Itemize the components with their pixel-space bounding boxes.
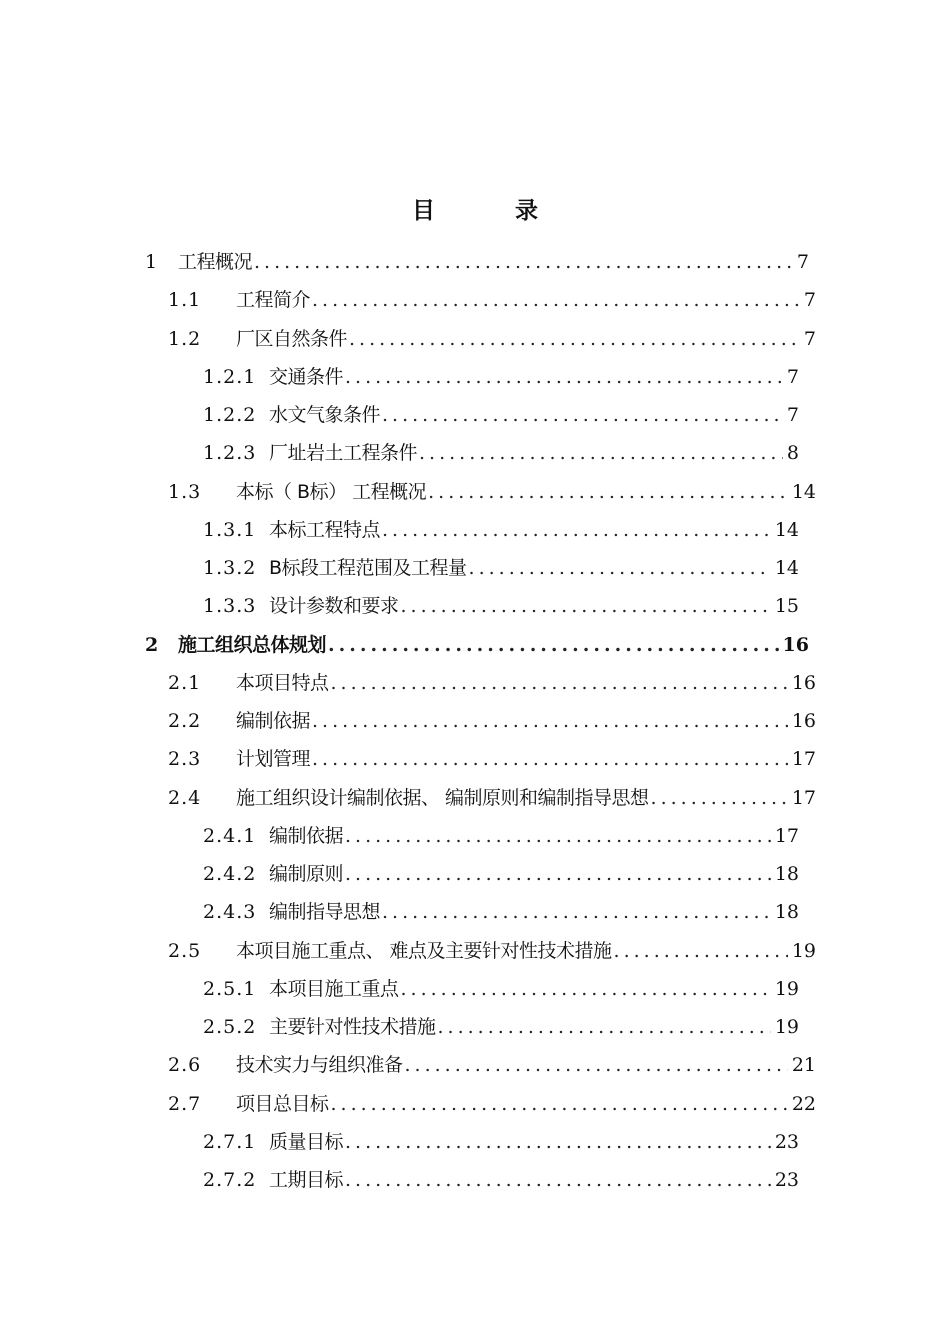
toc-entry[interactable] <box>168 1050 816 1080</box>
toc-entry[interactable] <box>145 247 809 277</box>
toc-entry-page: 15 <box>774 595 799 618</box>
toc-entry-title: 本标（ B标） 工程概况 <box>236 480 427 503</box>
toc-entry-number: 1 <box>145 251 159 273</box>
toc-entry-number: 1.3.1 <box>203 518 257 541</box>
toc-entry-title: 厂址岩土工程条件 <box>269 442 418 465</box>
toc-entry-page: 17 <box>774 824 799 847</box>
toc-entry[interactable] <box>203 362 799 392</box>
toc-entry-title: 本项目特点 <box>236 671 329 694</box>
toc-entry-number: 2.6 <box>168 1054 202 1077</box>
toc-entry-page: 21 <box>791 1054 816 1077</box>
toc-entry-page: 7 <box>803 289 816 312</box>
toc-entry-number: 2.2 <box>168 710 202 732</box>
toc-leader-dots <box>254 247 793 277</box>
toc-entry-page: 23 <box>774 1130 799 1153</box>
toc-entry-title: 水文气象条件 <box>269 404 381 426</box>
toc-entry[interactable] <box>203 897 799 927</box>
toc-leader-dots <box>345 1165 771 1195</box>
toc-entry-number: 2.3 <box>168 748 202 771</box>
toc-entry-title: 设计参数和要求 <box>269 595 399 618</box>
toc-entry-title: 厂区自然条件 <box>236 327 348 350</box>
toc-leader-dots <box>345 1127 771 1157</box>
toc-entry[interactable] <box>203 1165 799 1195</box>
toc-entry[interactable] <box>168 285 816 315</box>
toc-entry-title: 工期目标 <box>269 1169 344 1191</box>
toc-entry[interactable] <box>203 553 799 583</box>
toc-entry[interactable] <box>203 591 799 621</box>
toc-entry[interactable] <box>168 936 816 966</box>
toc-entry-title: 编制依据 <box>269 824 344 847</box>
toc-entry[interactable] <box>203 1012 799 1042</box>
toc-entry-number: 2.4.1 <box>203 824 257 847</box>
toc-entry-title: B标段工程范围及工程量 <box>269 557 467 579</box>
toc-entry-page: 16 <box>782 633 809 656</box>
toc-entry-page: 14 <box>774 557 799 579</box>
toc-entry-page: 23 <box>774 1169 799 1191</box>
toc-entry-number: 2.5.2 <box>203 1016 257 1038</box>
toc-leader-dots <box>345 362 783 392</box>
toc-entry-title: 交通条件 <box>269 365 344 388</box>
toc-entry-page: 14 <box>791 480 816 503</box>
toc-leader-dots <box>345 821 771 851</box>
toc-entry-page: 16 <box>791 710 816 732</box>
toc-entry-number: 1.1 <box>168 289 202 312</box>
toc-entry-page: 18 <box>774 901 799 924</box>
toc-leader-dots <box>331 1089 788 1119</box>
toc-entry[interactable] <box>168 1089 816 1119</box>
toc-entry[interactable] <box>203 974 799 1004</box>
toc-leader-dots <box>405 1050 788 1080</box>
toc-leader-dots <box>382 515 771 545</box>
toc-entry-title: 主要针对性技术措施 <box>269 1016 436 1038</box>
toc-leader-dots <box>328 630 779 660</box>
toc-entry-number: 1.2.3 <box>203 442 257 465</box>
toc-entry-title: 工程概况 <box>178 251 253 273</box>
toc-leader-dots <box>428 477 788 507</box>
toc-entry-number: 2.4.3 <box>203 901 257 924</box>
toc-entry-number: 1.3 <box>168 480 202 503</box>
toc-entry-title: 编制依据 <box>236 710 311 732</box>
toc-entry-number: 2.1 <box>168 671 202 694</box>
toc-entry-number: 1.2.1 <box>203 365 257 388</box>
toc-entry-page: 7 <box>796 251 809 273</box>
toc-leader-dots <box>438 1012 771 1042</box>
toc-entry-page: 16 <box>791 671 816 694</box>
toc-leader-dots <box>312 744 788 774</box>
toc-entry[interactable] <box>168 744 816 774</box>
toc-entry-page: 14 <box>774 518 799 541</box>
toc-leader-dots <box>401 591 771 621</box>
toc-entry[interactable] <box>168 706 816 736</box>
toc-entry-number: 2.7.1 <box>203 1130 257 1153</box>
toc-leader-dots <box>401 974 771 1004</box>
toc-leader-dots <box>382 400 783 430</box>
toc-entry[interactable] <box>168 783 816 813</box>
toc-leader-dots <box>349 324 800 354</box>
toc-entry-page: 19 <box>774 1016 799 1038</box>
toc-entry-page: 22 <box>791 1092 816 1115</box>
toc-entry-number: 1.3.2 <box>203 557 257 579</box>
toc-leader-dots <box>469 553 771 583</box>
toc-entry[interactable] <box>145 630 809 660</box>
toc-entry-page: 19 <box>791 939 816 962</box>
toc-entry[interactable] <box>203 438 799 468</box>
toc-entry-number: 2.5.1 <box>203 977 257 1000</box>
toc-entry[interactable] <box>203 515 799 545</box>
toc-entry-page: 17 <box>791 786 816 809</box>
page-title: 目 录 <box>411 198 574 224</box>
toc-entry-page: 8 <box>786 442 799 465</box>
toc-entry-number: 1.3.3 <box>203 595 257 618</box>
toc-entry[interactable] <box>203 400 799 430</box>
toc-entry-number: 1.2.2 <box>203 404 257 426</box>
toc-entry[interactable] <box>203 821 799 851</box>
toc-entry[interactable] <box>203 859 799 889</box>
toc-entry-number: 2.4.2 <box>203 863 257 885</box>
toc-entry-number: 2.4 <box>168 786 202 809</box>
toc-entry-number: 1.2 <box>168 327 202 350</box>
toc-entry-number: 2.7.2 <box>203 1169 257 1191</box>
toc-entry[interactable] <box>168 668 816 698</box>
toc-entry-page: 7 <box>786 404 799 426</box>
toc-entry-title: 本标工程特点 <box>269 518 381 541</box>
toc-leader-dots <box>331 668 788 698</box>
toc-entry-title: 质量目标 <box>269 1130 344 1153</box>
toc-entry-title: 编制指导思想 <box>269 901 381 924</box>
toc-entry[interactable] <box>168 324 816 354</box>
toc-entry-page: 19 <box>774 977 799 1000</box>
toc-entry-number: 2 <box>145 633 160 656</box>
toc-leader-dots <box>312 706 788 736</box>
toc-entry-page: 7 <box>803 327 816 350</box>
toc-leader-dots <box>419 438 783 468</box>
toc-entry-title: 编制原则 <box>269 863 344 885</box>
toc-entry-title: 施工组织总体规划 <box>178 633 327 656</box>
toc-entry-page: 17 <box>791 748 816 771</box>
toc-entry-title: 项目总目标 <box>236 1092 329 1115</box>
toc-entry[interactable] <box>168 477 816 507</box>
toc-entry-title: 本项目施工重点 <box>269 977 399 1000</box>
toc-entry-title: 本项目施工重点、 难点及主要针对性技术措施 <box>236 939 612 962</box>
toc-entry-title: 施工组织设计编制依据、 编制原则和编制指导思想 <box>236 786 649 809</box>
toc-leader-dots <box>614 936 788 966</box>
toc-entry-number: 2.5 <box>168 939 202 962</box>
toc-leader-dots <box>651 783 788 813</box>
toc-entry-page: 18 <box>774 863 799 885</box>
toc-entry-title: 工程简介 <box>236 289 311 312</box>
toc-leader-dots <box>345 859 771 889</box>
toc-entry-number: 2.7 <box>168 1092 202 1115</box>
toc-entry-page: 7 <box>786 365 799 388</box>
toc-entry[interactable] <box>203 1127 799 1157</box>
toc-entry-title: 技术实力与组织准备 <box>236 1054 403 1077</box>
toc-entry-title: 计划管理 <box>236 748 311 771</box>
toc-leader-dots <box>312 285 800 315</box>
toc-leader-dots <box>382 897 771 927</box>
